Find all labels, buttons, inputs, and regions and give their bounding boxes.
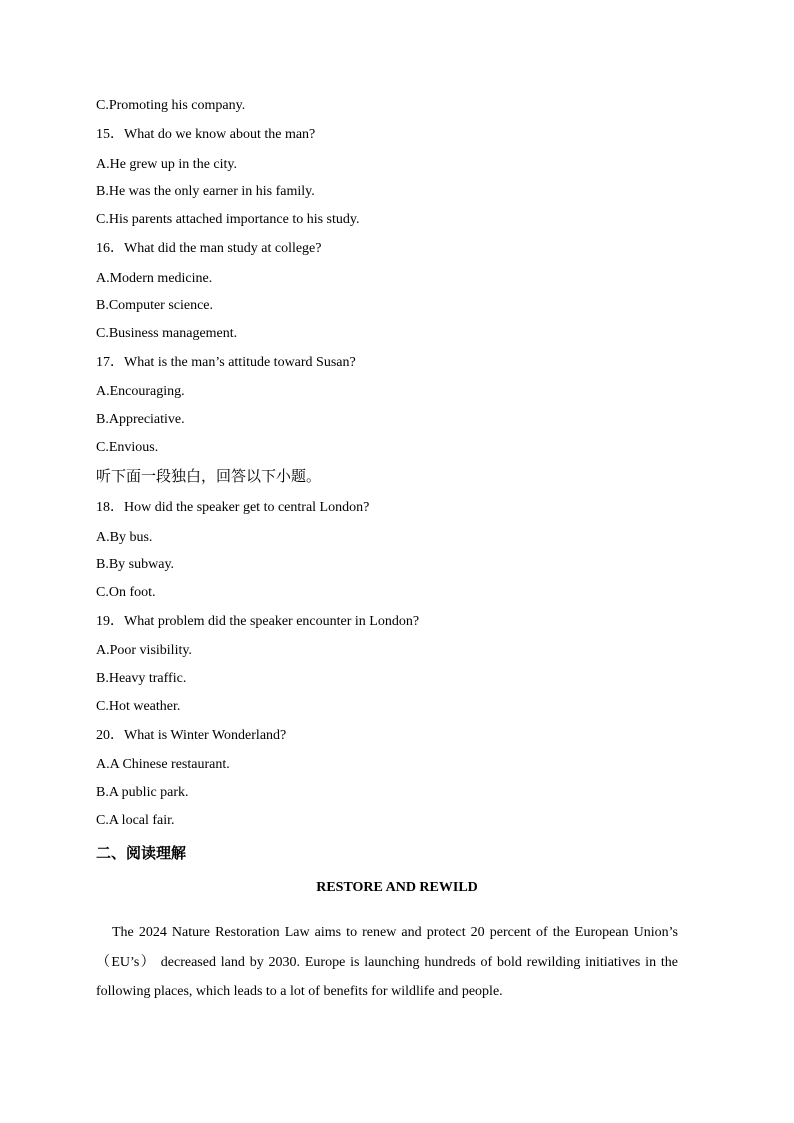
option-20b: B.A public park.: [96, 785, 189, 800]
option-16b: B.Computer science.: [96, 298, 214, 313]
question-20: 20．What is Winter Wonderland?: [96, 728, 287, 743]
option-17b: B.Appreciative.: [96, 412, 185, 427]
option-15c: C.His parents attached importance to his study.: [96, 212, 360, 227]
option-14c: C.Promoting his company.: [96, 98, 246, 113]
option-18a: A.By bus.: [96, 530, 153, 545]
question-16: 16．What did the man study at college?: [96, 241, 322, 256]
question-19: 19．What problem did the speaker encounter in London?: [96, 614, 420, 629]
question-17: 17．What is the man’s attitude toward Susan?: [96, 355, 356, 370]
option-15b: B.He was the only earner in his family.: [96, 184, 315, 199]
option-15a: A.He grew up in the city.: [96, 157, 237, 172]
article-paragraph: The 2024 Nature Restoration Law aims to renew and protect 20 percent of the European Union’s （EU’s） decreased land by 2030. Europe is launching hundreds of bold rewilding initiatives in the following places, which leads to a lot of benefits for wildlife and people.: [96, 925, 678, 999]
option-19a: A.Poor visibility.: [96, 643, 192, 658]
question-18: 18．How did the speaker get to central London?: [96, 500, 370, 515]
monologue-instruction: 听下面一段独白，回答以下小题。: [96, 467, 322, 485]
question-15: 15．What do we know about the man?: [96, 127, 316, 142]
article-title: RESTORE AND REWILD: [316, 880, 478, 895]
option-16c: C.Business management.: [96, 326, 238, 341]
option-20c: C.A local fair.: [96, 813, 175, 828]
option-20a: A.A Chinese restaurant.: [96, 757, 230, 772]
option-19c: C.Hot weather.: [96, 699, 181, 714]
option-19b: B.Heavy traffic.: [96, 671, 187, 686]
option-17c: C.Envious.: [96, 440, 159, 455]
option-16a: A.Modern medicine.: [96, 271, 213, 286]
option-17a: A.Encouraging.: [96, 384, 185, 399]
section-heading: 二、阅读理解: [96, 844, 187, 862]
option-18b: B.By subway.: [96, 557, 175, 572]
option-18c: C.On foot.: [96, 585, 156, 600]
